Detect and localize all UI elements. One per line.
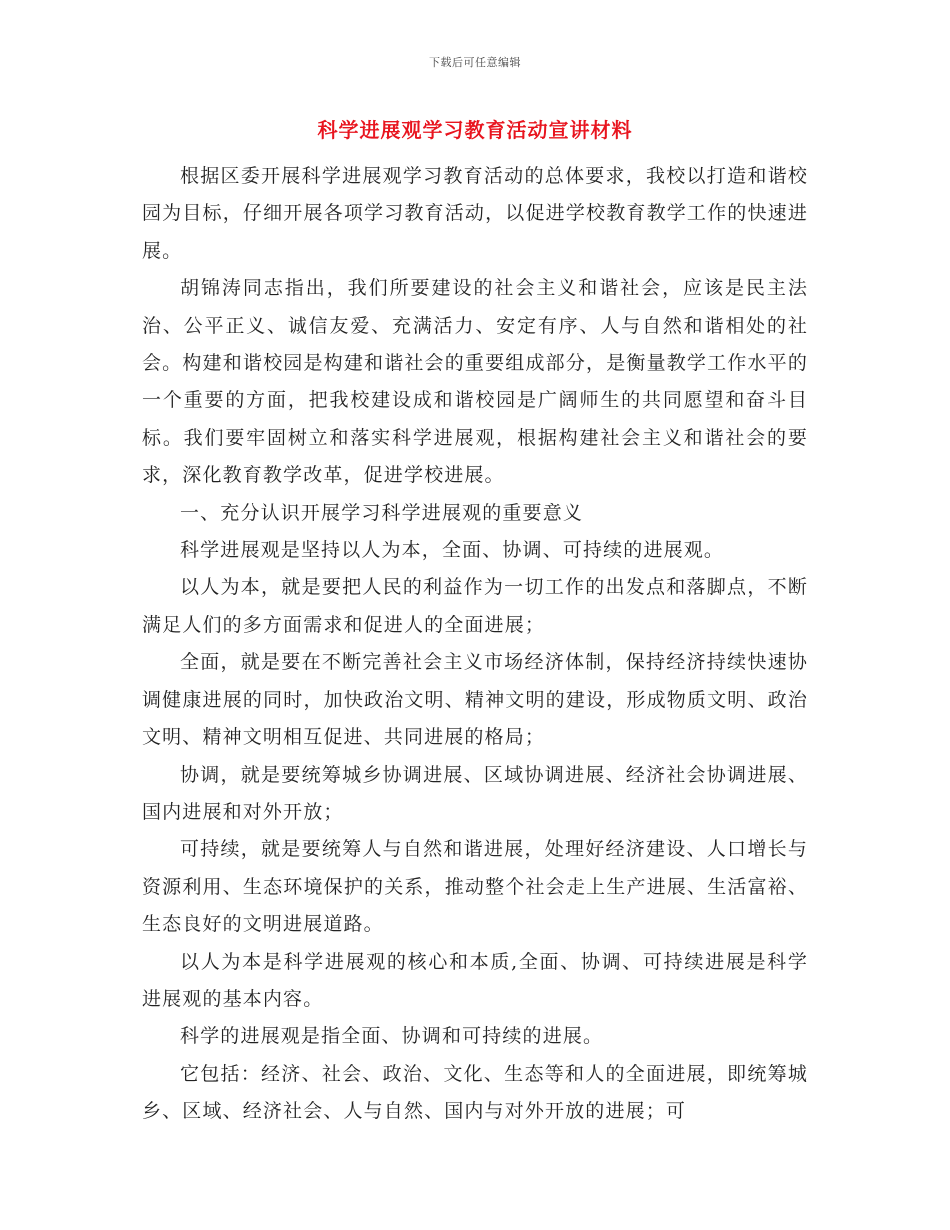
section-heading: 一、充分认识开展学习科学进展观的重要意义 xyxy=(180,501,584,524)
paragraph: 根据区委开展科学进展观学习教育活动的总体要求，我校以打造和谐校园为目标，仔细开展各项学习教育活动，以促进学校教育教学工作的快速进展。 xyxy=(142,165,808,262)
paragraph: 胡锦涛同志指出，我们所要建设的社会主义和谐社会，应该是民主法治、公平正义、诚信友爱、充满活力、安定有序、人与自然和谐相处的社会。构建和谐校园是构建和谐社会的重要组成部分，是衡量教学工作水平的一个重要的方面，把我校建设成和谐校园是广阔师生的共同愿望和奋斗目标。我们要牢固树立和落实科学进展观，根据构建社会主义和谐社会的要求，深化教育教学改革，促进学校进展。 xyxy=(142,277,808,487)
paragraph: 以人为本，就是要把人民的利益作为一切工作的出发点和落脚点，不断满足人们的多方面需求和促进人的全面进展； xyxy=(142,576,808,636)
paragraph: 协调，就是要统筹城乡协调进展、区域协调进展、经济社会协调进展、国内进展和对外开放； xyxy=(142,763,808,823)
paragraph: 以人为本是科学进展观的核心和本质,全面、协调、可持续进展是科学进展观的基本内容。 xyxy=(142,950,808,1010)
document-title: 科学进展观学习教育活动宣讲材料 xyxy=(317,118,633,142)
paragraph: 科学的进展观是指全面、协调和可持续的进展。 xyxy=(180,1025,604,1048)
document-body xyxy=(142,158,808,1131)
paragraph: 它包括：经济、社会、政治、文化、生态等和人的全面进展，即统筹城乡、区域、经济社会、人与自然、国内与对外开放的进展；可 xyxy=(142,1062,808,1123)
paragraph: 科学进展观是坚持以人为本，全面、协调、可持续的进展观。 xyxy=(180,539,725,562)
paragraph: 可持续，就是要统筹人与自然和谐进展，处理好经济建设、人口增长与资源利用、生态环境保护的关系，推动整个社会走上生产进展、生活富裕、生态良好的文明进展道路。 xyxy=(142,838,808,936)
header-note: 下载后可任意编辑 xyxy=(429,56,521,69)
paragraph: 全面，就是要在不断完善社会主义市场经济体制，保持经济持续快速协调健康进展的同时，加快政治文明、精神文明的建设，形成物质文明、政治文明、精神文明相互促进、共同进展的格局； xyxy=(142,651,808,749)
